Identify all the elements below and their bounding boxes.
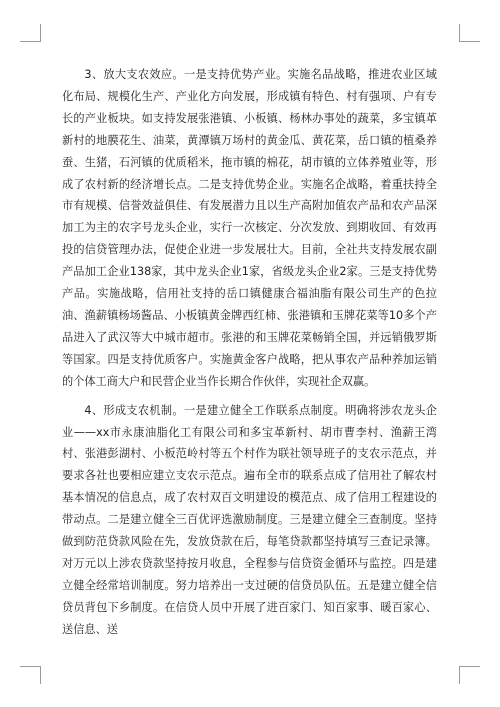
crop-mark-top-left-vertical	[40, 24, 41, 42]
paragraph-support-effect: 3、放大支农效应。一是支持优势产业。实施名品战略，推进农业区域化布局、规模化生产、产业化方向发展，形成镇有特色、村有强项、户有专长的产业板块。如支持发展张港镇、小板镇、杨林办事处的蔬菜，多宝镇革新村的地膜花生、油菜，黄潭镇万场村的黄金瓜、黄花菜，岳口镇的植桑养蚕、生猪，石河镇的优质稻米，拖市镇的棉花，胡市镇的立体养殖业等，形成了农村新的经济增长点。二是支持优势企业。实施名企战略，着重扶持全市有规模、信誉效益俱佳、有发展潜力且以生产高附加值农产品和农产品深加工为主的农字号龙头企业，实行一次核定、分次发放、到期收回、有效再投的信贷管理办法，促使企业进一步发展壮大。目前，全社共支持发展农副产品加工企业138家，其中龙头企业1家，省级龙头企业2家。三是支持优势产品。实施战略，信用社支持的岳口镇健康合福油脂有限公司生产的色拉油、渔薪镇杨场酱品、小板镇黄金牌西红柿、张港镇和玉牌花菜等10多个产品进入了武汉等大中城市超市。张港的和玉牌花菜畅销全国，并远销俄罗斯等国家。四是支持优质客户。实施黄金客户战略，把从事农产品种养加运销的个体工商大户和民营企业当作长期合作伙伴，实现社企双赢。	[62, 68, 437, 388]
crop-mark-bottom-left-horizontal	[20, 666, 40, 667]
crop-mark-top-left-horizontal	[20, 41, 40, 42]
crop-mark-top-right-horizontal	[460, 41, 480, 42]
crop-mark-top-right-vertical	[459, 24, 460, 42]
crop-mark-bottom-right-horizontal	[460, 666, 480, 667]
paragraph-support-mechanism: 4、形成支农机制。一是建立健全工作联系点制度。明确将涉农龙头企业——xx市永康油脂化工有限公司和多宝革新村、胡市曹李村、渔薪王湾村、张港彭湖村、小板范岭村等五个村作为联社领导班子的支农示范点，并要求各社也要相应建立支农示范点。遍布全市的联系点成了信用社了解农村基本情况的信息点，成了农村双百文明建设的模范点、成了信用工程建设的带动点。二是建立健全三百优评选激励制度。三是建立健全三查制度。坚持做到防范贷款风险在先，发放贷款在后，每笔贷款都坚持填写三查记录簿。对万元以上涉农贷款坚持按月收息，全程参与信贷资金循环与监控。四是建立健全经常培训制度。努力培养出一支过硬的信贷员队伍。五是建立健全信贷员背包下乡制度。在信贷人员中开展了进百家门、知百家事、暖百家心、送信息、送	[62, 403, 437, 636]
document-body	[62, 64, 437, 641]
crop-mark-bottom-left-vertical	[40, 666, 41, 684]
crop-mark-bottom-right-vertical	[459, 666, 460, 684]
